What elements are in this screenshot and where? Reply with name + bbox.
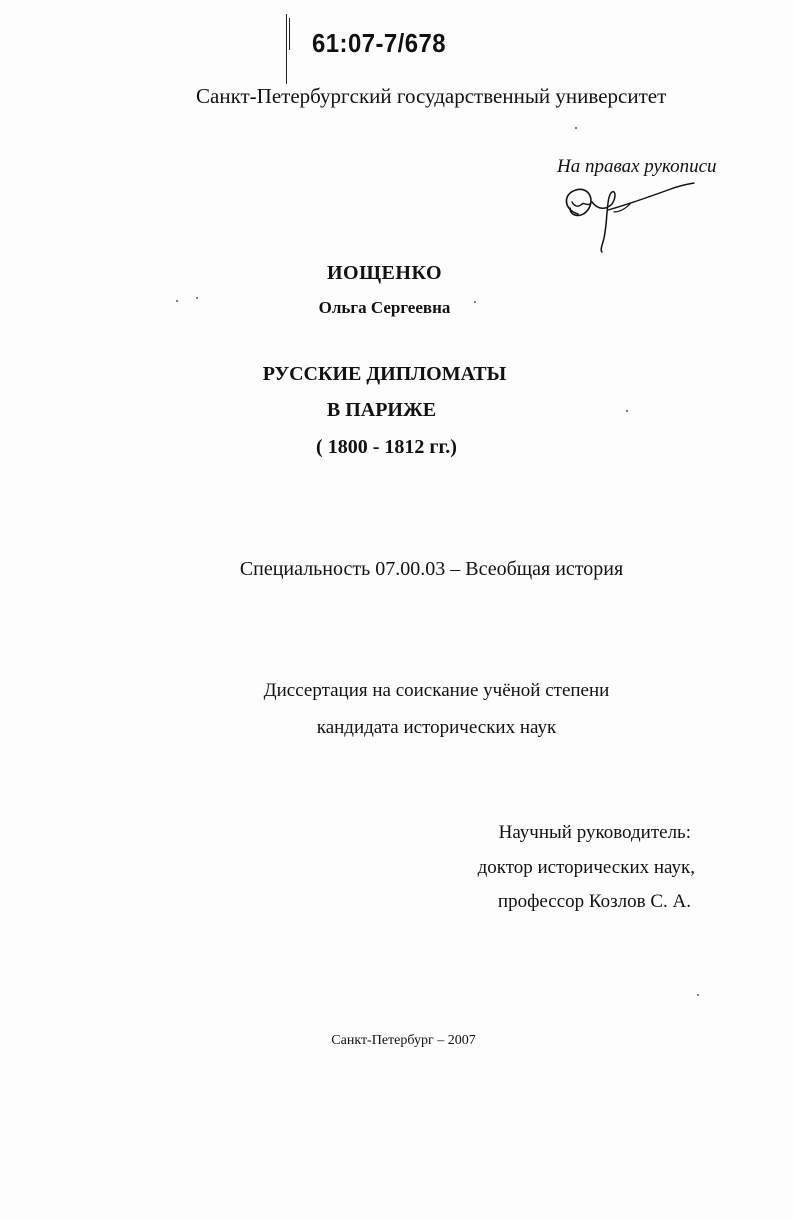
- thesis-title-line: В ПАРИЖЕ: [326, 399, 437, 421]
- supervisor-label: Научный руководитель:: [498, 822, 691, 843]
- handwritten-signature: [556, 180, 706, 255]
- supervisor-name: профессор Козлов С. А.: [497, 891, 691, 912]
- scan-speck: [697, 994, 699, 996]
- scan-artifact-line: [289, 18, 290, 50]
- author-name: Ольга Сергеевна: [318, 298, 451, 317]
- catalog-number: 61:07-7/678: [312, 28, 447, 58]
- thesis-title-line: РУССКИЕ ДИПЛОМАТЫ: [262, 363, 507, 385]
- dissertation-degree-line: Диссертация на соискание учёной степени: [263, 680, 610, 701]
- author-surname: ИОЩЕНКО: [326, 262, 443, 284]
- thesis-title-years: ( 1800 - 1812 гг.): [316, 436, 457, 458]
- scan-speck: [626, 410, 628, 412]
- scan-speck: [196, 297, 198, 299]
- supervisor-degree: доктор исторических наук,: [477, 857, 695, 878]
- scan-speck: [575, 127, 577, 129]
- scan-artifact-line: [286, 14, 287, 84]
- university-name: Санкт-Петербургский государственный университет: [196, 84, 667, 108]
- scan-speck: [176, 300, 178, 302]
- specialty-line: Специальность 07.00.03 – Всеобщая история: [239, 558, 624, 580]
- dissertation-degree-line: кандидата исторических наук: [316, 717, 557, 738]
- scan-speck: [474, 301, 476, 303]
- manuscript-rights-label: На правах рукописи: [557, 156, 717, 177]
- city-year: Санкт-Петербург – 2007: [331, 1033, 476, 1048]
